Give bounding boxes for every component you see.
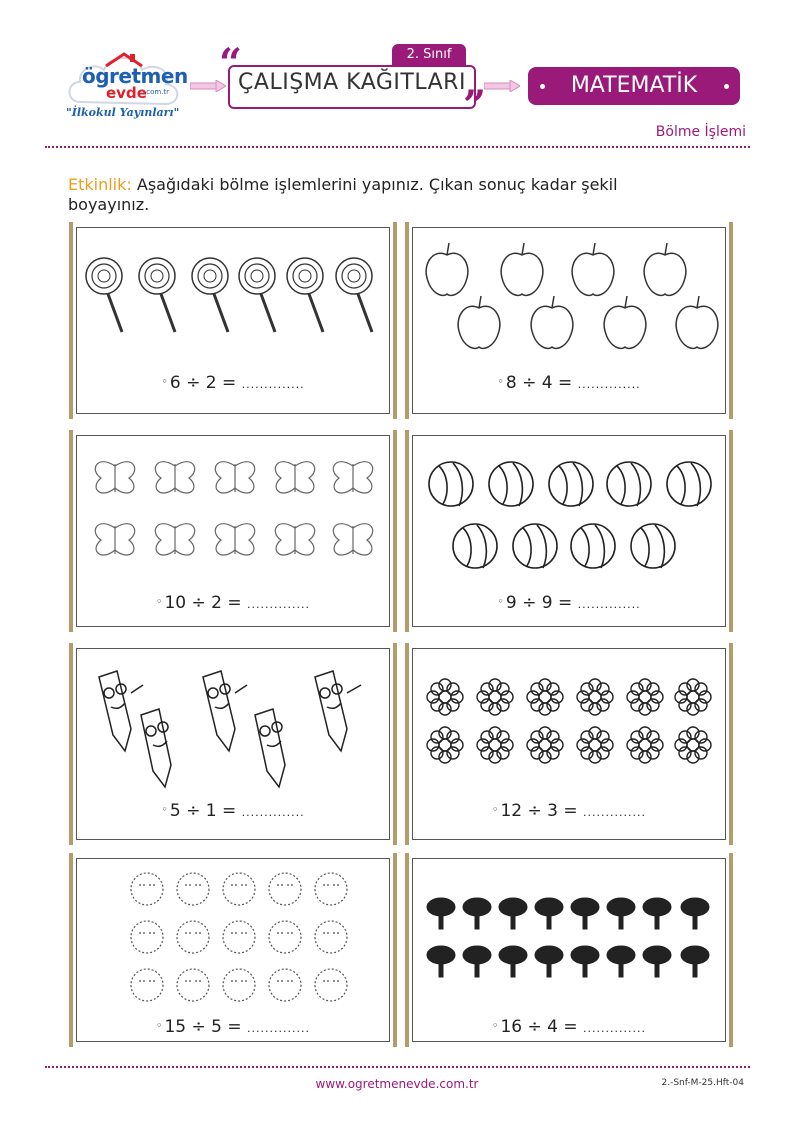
butterfly-icon <box>95 462 134 493</box>
apple-icon <box>531 296 573 348</box>
lollipop-icon <box>336 258 372 332</box>
flower-icon <box>577 727 613 763</box>
sun-icon <box>177 921 209 953</box>
butterfly-pictures <box>77 436 389 586</box>
sun-icon <box>315 873 347 905</box>
flower-icon <box>477 679 513 715</box>
pencil-pictures <box>77 649 389 799</box>
answer-blank: .............. <box>583 1022 646 1035</box>
flower-icon <box>627 679 663 715</box>
bamboo-rod-icon <box>69 643 73 845</box>
exercise-panel <box>412 858 726 1042</box>
division-equation: ◦ 10 ÷ 2 = .............. <box>155 593 310 613</box>
tree-icon <box>499 946 527 977</box>
bamboo-rod-icon <box>393 643 397 845</box>
butterfly-icon <box>333 462 372 493</box>
ball-icon <box>549 462 593 506</box>
bamboo-rod-icon <box>405 643 409 845</box>
equation-text: 9 ÷ 9 = <box>505 593 573 613</box>
tree-icon <box>535 946 563 977</box>
answer-blank: .............. <box>247 1022 310 1035</box>
answer-blank: .............. <box>577 598 641 611</box>
butterfly-icon <box>275 462 314 493</box>
publisher-logo <box>62 44 187 124</box>
answer-blank: .............. <box>583 806 646 819</box>
equation-text: 10 ÷ 2 = <box>164 593 242 613</box>
equation-text: 15 ÷ 5 = <box>164 1017 242 1037</box>
butterfly-icon <box>155 524 194 555</box>
equation-text: 12 ÷ 3 = <box>500 801 578 821</box>
division-equation: ◦ 5 ÷ 1 = .............. <box>161 801 305 821</box>
bamboo-rod-icon <box>393 222 397 419</box>
ball-icon <box>607 462 651 506</box>
ball-icon <box>571 524 615 568</box>
bamboo-rod-icon <box>393 430 397 632</box>
butterfly-icon <box>95 524 134 555</box>
lollipop-icon <box>239 258 275 332</box>
sun-icon <box>131 873 163 905</box>
flower-icon <box>627 727 663 763</box>
tree-icon <box>463 898 491 929</box>
lollipop-icon <box>139 258 175 332</box>
open-quote-icon: “ <box>219 40 243 87</box>
apple-icon <box>501 243 543 295</box>
tree-icon <box>535 898 563 929</box>
flower-icon <box>675 679 711 715</box>
tree-icon <box>427 946 455 977</box>
logo-slogan: "İlkokul Yayınları" <box>66 106 180 119</box>
logo-domain: .com.tr <box>144 88 170 96</box>
apple-icon <box>604 296 646 348</box>
answer-blank: .............. <box>241 378 305 391</box>
apple-icon <box>426 243 468 295</box>
pencil-character-icon <box>141 709 171 787</box>
footer-website: www.ogretmenevde.com.tr <box>315 1077 479 1091</box>
flower-icon <box>477 727 513 763</box>
bamboo-rod-icon <box>393 853 397 1047</box>
sun-icon <box>315 969 347 1001</box>
grade-tab: 2. Sınıf <box>392 44 466 66</box>
division-equation: ◦ 16 ÷ 4 = .............. <box>491 1017 646 1037</box>
ball-icon <box>429 462 473 506</box>
tree-icon <box>463 946 491 977</box>
lollipop-icon <box>86 258 122 332</box>
sun-icon <box>177 969 209 1001</box>
division-equation: ◦ 15 ÷ 5 = .............. <box>155 1017 310 1037</box>
apple-icon <box>572 243 614 295</box>
answer-blank: .............. <box>241 806 305 819</box>
lollipop-icon <box>192 258 228 332</box>
tree-icon <box>607 946 635 977</box>
exercise-panel <box>76 435 390 627</box>
lollipop-icon <box>287 258 323 332</box>
pencil-character-icon <box>315 671 361 751</box>
butterfly-icon <box>275 524 314 555</box>
tree-pictures <box>413 859 725 989</box>
footer-code: 2.-Snf-M-25.Hft-04 <box>661 1078 744 1088</box>
sun-icon <box>315 921 347 953</box>
sun-icon <box>177 873 209 905</box>
pencil-character-icon <box>99 671 143 751</box>
ball-icon <box>453 524 497 568</box>
flower-icon <box>427 679 463 715</box>
sun-icon <box>223 921 255 953</box>
close-quote-icon: ” <box>463 82 487 129</box>
ball-icon <box>489 462 533 506</box>
sun-icon <box>131 921 163 953</box>
tree-icon <box>643 946 671 977</box>
logo-text-evde: evde <box>106 84 147 102</box>
instruction <box>68 175 668 215</box>
division-equation: ◦ 8 ÷ 4 = .............. <box>497 373 641 393</box>
exercise-panel <box>412 648 726 840</box>
flower-icon <box>427 727 463 763</box>
tree-icon <box>643 898 671 929</box>
ball-icon <box>667 462 711 506</box>
sun-pictures <box>77 859 389 1009</box>
bamboo-rod-icon <box>729 430 733 632</box>
bullet-dot-icon <box>724 84 729 89</box>
sun-icon <box>223 873 255 905</box>
ball-pictures <box>413 436 725 586</box>
bullet-dot-icon <box>540 84 545 89</box>
apple-pictures <box>413 228 725 368</box>
logo-text-ogretmen: ögretmen <box>82 64 188 88</box>
worksheet-title: ÇALIŞMA KAĞITLARI <box>238 70 466 95</box>
pencil-character-icon <box>203 671 247 751</box>
flower-icon <box>577 679 613 715</box>
divider-top <box>45 146 750 148</box>
tree-icon <box>427 898 455 929</box>
tree-icon <box>571 946 599 977</box>
bamboo-rod-icon <box>729 222 733 419</box>
butterfly-icon <box>215 462 254 493</box>
apple-icon <box>644 243 686 295</box>
equation-text: 16 ÷ 4 = <box>500 1017 578 1037</box>
pencil-character-icon <box>255 709 285 787</box>
apple-icon <box>676 296 718 348</box>
equation-text: 8 ÷ 4 = <box>505 373 573 393</box>
bamboo-rod-icon <box>405 222 409 419</box>
butterfly-icon <box>333 524 372 555</box>
lollipop-pictures <box>77 228 389 368</box>
bamboo-rod-icon <box>69 853 73 1047</box>
butterfly-icon <box>155 462 194 493</box>
exercise-panel <box>412 435 726 627</box>
tree-icon <box>499 898 527 929</box>
tree-icon <box>681 946 709 977</box>
bamboo-rod-icon <box>69 222 73 419</box>
bamboo-rod-icon <box>729 853 733 1047</box>
bamboo-rod-icon <box>729 643 733 845</box>
tree-icon <box>681 898 709 929</box>
instruction-text: Aşağıdaki bölme işlemlerini yapınız. Çıkan sonuç kadar şekil boyayınız. <box>68 175 618 214</box>
bamboo-rod-icon <box>405 430 409 632</box>
exercise-panel <box>76 858 390 1042</box>
equation-text: 5 ÷ 1 = <box>169 801 237 821</box>
topic-label: Bölme İşlemi <box>655 124 746 140</box>
tree-icon <box>571 898 599 929</box>
divider-bottom <box>45 1066 750 1068</box>
arrow-right-icon <box>484 80 520 92</box>
apple-icon <box>458 296 500 348</box>
tree-icon <box>607 898 635 929</box>
ball-icon <box>513 524 557 568</box>
subject-badge: MATEMATİK <box>528 67 740 105</box>
answer-blank: .............. <box>247 598 310 611</box>
bamboo-rod-icon <box>69 430 73 632</box>
flower-icon <box>527 727 563 763</box>
division-equation: ◦ 9 ÷ 9 = .............. <box>497 593 641 613</box>
sun-icon <box>223 969 255 1001</box>
sun-icon <box>269 921 301 953</box>
bamboo-rod-icon <box>405 853 409 1047</box>
equation-text: 6 ÷ 2 = <box>169 373 237 393</box>
instruction-label: Etkinlik: <box>68 175 132 194</box>
division-equation: ◦ 6 ÷ 2 = .............. <box>161 373 305 393</box>
exercise-panel <box>412 227 726 414</box>
flower-icon <box>527 679 563 715</box>
flower-pictures <box>413 649 725 799</box>
division-equation: ◦ 12 ÷ 3 = .............. <box>491 801 646 821</box>
sun-icon <box>269 969 301 1001</box>
sun-icon <box>131 969 163 1001</box>
exercise-panel <box>76 227 390 414</box>
ball-icon <box>631 524 675 568</box>
sun-icon <box>269 873 301 905</box>
answer-blank: .............. <box>577 378 641 391</box>
exercise-panel <box>76 648 390 840</box>
butterfly-icon <box>215 524 254 555</box>
flower-icon <box>675 727 711 763</box>
